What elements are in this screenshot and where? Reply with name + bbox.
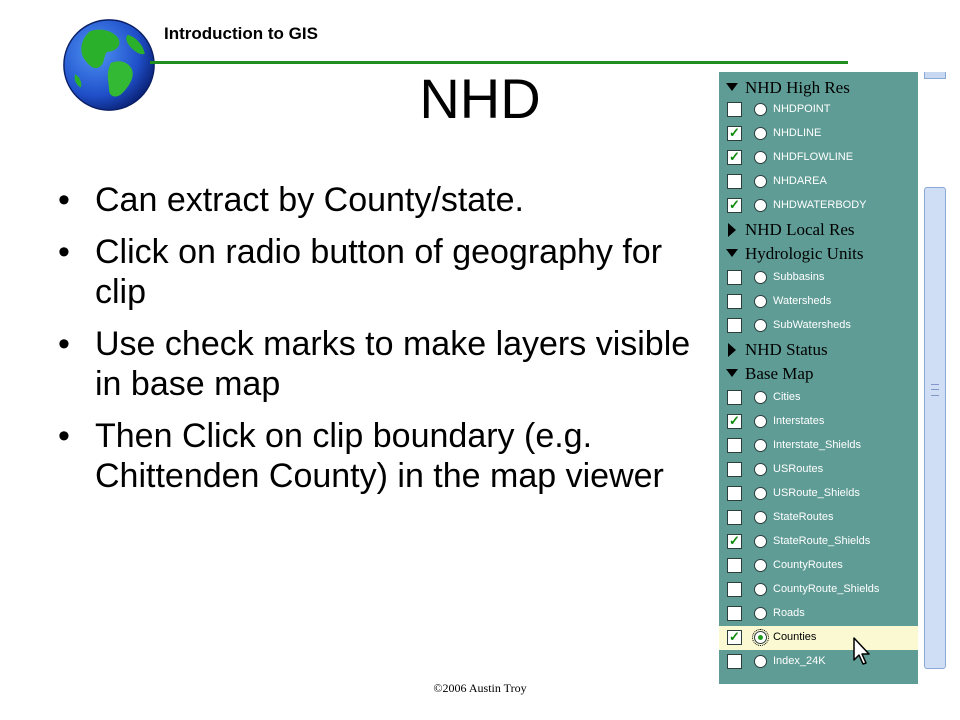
- toc-group-label: NHD Status: [745, 340, 828, 359]
- layer-visibility-checkbox[interactable]: [727, 654, 742, 669]
- toc-layer-label: NHDFLOWLINE: [773, 151, 854, 163]
- layer-toc-panel: [719, 72, 918, 684]
- clip-geography-radio[interactable]: [754, 175, 767, 188]
- toc-layer-label: CountyRoute_Shields: [773, 583, 880, 595]
- toc-layer-label: Index_24K: [773, 655, 826, 667]
- toc-layer-row[interactable]: [719, 554, 918, 578]
- toc-layer-row[interactable]: [719, 386, 918, 410]
- toc-layer-label: NHDPOINT: [773, 103, 831, 115]
- bullet-text: Can extract by County/state.: [95, 181, 524, 219]
- layer-visibility-checkbox[interactable]: [727, 606, 742, 621]
- toc-group-label: Hydrologic Units: [745, 244, 864, 263]
- clip-geography-radio[interactable]: [754, 655, 767, 668]
- bullet-text: Then Click on clip boundary (e.g. Chittenden County) in the map viewer: [95, 417, 664, 495]
- toc-layer-label: Interstate_Shields: [773, 439, 862, 451]
- layer-visibility-checkbox[interactable]: [727, 390, 742, 405]
- clip-geography-radio[interactable]: [754, 487, 767, 500]
- course-title: Introduction to GIS: [164, 24, 318, 43]
- toc-group[interactable]: [719, 242, 918, 266]
- clip-geography-radio[interactable]: [754, 127, 767, 140]
- clip-geography-radio[interactable]: [754, 319, 767, 332]
- collapse-right-triangle-icon[interactable]: [725, 338, 739, 362]
- toc-layer-row[interactable]: [719, 98, 918, 122]
- toc-group[interactable]: [719, 76, 918, 100]
- toc-layer-label: Counties: [773, 631, 817, 643]
- toc-layer-row[interactable]: [719, 290, 918, 314]
- toc-layer-row[interactable]: [719, 410, 918, 434]
- toc-group-label: Base Map: [745, 364, 814, 383]
- bullet-item: [58, 416, 698, 496]
- toc-layer-label: USRoutes: [773, 463, 824, 475]
- bullet-marker: •: [58, 417, 70, 455]
- clip-geography-radio[interactable]: [754, 391, 767, 404]
- clip-geography-radio[interactable]: [754, 631, 767, 644]
- layer-visibility-checkbox[interactable]: [727, 102, 742, 117]
- slide-title: NHD: [419, 67, 541, 130]
- copyright-footer: ©2006 Austin Troy: [433, 681, 527, 695]
- layer-visibility-checkbox[interactable]: [727, 630, 742, 645]
- toc-layer-row[interactable]: [719, 122, 918, 146]
- layer-visibility-checkbox[interactable]: [727, 198, 742, 213]
- toc-layer-label: Roads: [773, 607, 805, 619]
- toc-layer-row[interactable]: [719, 530, 918, 554]
- clip-geography-radio[interactable]: [754, 535, 767, 548]
- toc-group-label: NHD High Res: [745, 78, 850, 97]
- clip-geography-radio[interactable]: [754, 511, 767, 524]
- layer-visibility-checkbox[interactable]: [727, 294, 742, 309]
- layer-visibility-checkbox[interactable]: [727, 150, 742, 165]
- bullet-item: [58, 180, 698, 220]
- layer-visibility-checkbox[interactable]: [727, 318, 742, 333]
- layer-visibility-checkbox[interactable]: [727, 462, 742, 477]
- scrollbar-grip-icon: [931, 384, 939, 396]
- toc-layer-label: Interstates: [773, 415, 825, 427]
- toc-layer-row[interactable]: [719, 482, 918, 506]
- toc-layer-row[interactable]: [719, 266, 918, 290]
- toc-layer-row[interactable]: [719, 434, 918, 458]
- bullet-list: [58, 180, 698, 508]
- layer-visibility-checkbox[interactable]: [727, 582, 742, 597]
- header-divider: [150, 61, 848, 64]
- layer-visibility-checkbox[interactable]: [727, 558, 742, 573]
- bullet-item: [58, 232, 698, 312]
- scrollbar-top-cap[interactable]: [924, 72, 946, 79]
- layer-visibility-checkbox[interactable]: [727, 486, 742, 501]
- globe-logo: [62, 18, 156, 112]
- toc-layer-row[interactable]: [719, 578, 918, 602]
- toc-scrollbar[interactable]: [922, 72, 946, 684]
- bullet-text: Use check marks to make layers visible in base map: [95, 325, 691, 403]
- bullet-marker: •: [58, 233, 70, 271]
- clip-geography-radio[interactable]: [754, 295, 767, 308]
- collapse-right-triangle-icon[interactable]: [725, 218, 739, 242]
- toc-layer-row[interactable]: [719, 602, 918, 626]
- clip-geography-radio[interactable]: [754, 151, 767, 164]
- expand-down-triangle-icon[interactable]: [725, 76, 739, 100]
- clip-geography-radio[interactable]: [754, 559, 767, 572]
- expand-down-triangle-icon[interactable]: [725, 362, 739, 386]
- toc-group-label: NHD Local Res: [745, 220, 855, 239]
- bullet-marker: •: [58, 181, 70, 219]
- bullet-item: [58, 324, 698, 404]
- toc-layer-row[interactable]: [719, 650, 918, 674]
- layer-visibility-checkbox[interactable]: [727, 174, 742, 189]
- toc-layer-label: CountyRoutes: [773, 559, 843, 571]
- clip-geography-radio[interactable]: [754, 103, 767, 116]
- toc-layer-label: NHDWATERBODY: [773, 199, 867, 211]
- toc-layer-label: Watersheds: [773, 295, 832, 307]
- toc-layer-label: StateRoutes: [773, 511, 834, 523]
- clip-geography-radio[interactable]: [754, 607, 767, 620]
- layer-visibility-checkbox[interactable]: [727, 270, 742, 285]
- layer-visibility-checkbox[interactable]: [727, 534, 742, 549]
- toc-layer-label: Subbasins: [773, 271, 825, 283]
- clip-geography-radio[interactable]: [754, 463, 767, 476]
- layer-visibility-checkbox[interactable]: [727, 414, 742, 429]
- scrollbar-thumb[interactable]: [924, 187, 946, 669]
- toc-layer-label: StateRoute_Shields: [773, 535, 871, 547]
- toc-layer-label: NHDAREA: [773, 175, 827, 187]
- clip-geography-radio[interactable]: [754, 583, 767, 596]
- checkmark-icon: ✓: [729, 197, 740, 212]
- bullet-text: Click on radio button of geography for clip: [95, 233, 663, 311]
- expand-down-triangle-icon[interactable]: [725, 242, 739, 266]
- clip-geography-radio[interactable]: [754, 415, 767, 428]
- toc-layer-label: Cities: [773, 391, 801, 403]
- toc-group[interactable]: [719, 338, 918, 362]
- clip-geography-radio[interactable]: [754, 271, 767, 284]
- toc-group[interactable]: [719, 362, 918, 386]
- bullet-marker: •: [58, 325, 70, 363]
- clip-geography-radio[interactable]: [754, 439, 767, 452]
- toc-layer-row[interactable]: [719, 194, 918, 218]
- toc-layer-row[interactable]: [719, 506, 918, 530]
- toc-layer-row[interactable]: [719, 170, 918, 194]
- checkmark-icon: ✓: [729, 413, 740, 428]
- layer-visibility-checkbox[interactable]: [727, 510, 742, 525]
- toc-layer-label: NHDLINE: [773, 127, 822, 139]
- toc-layer-row[interactable]: [719, 146, 918, 170]
- toc-layer-label: USRoute_Shields: [773, 487, 860, 499]
- mouse-pointer-icon: [852, 636, 872, 666]
- layer-visibility-checkbox[interactable]: [727, 126, 742, 141]
- toc-layer-row[interactable]: [719, 458, 918, 482]
- checkmark-icon: ✓: [729, 533, 740, 548]
- checkmark-icon: ✓: [729, 125, 740, 140]
- toc-group[interactable]: [719, 218, 918, 242]
- checkmark-icon: ✓: [729, 149, 740, 164]
- toc-layer-row[interactable]: [719, 314, 918, 338]
- toc-layer-label: SubWatersheds: [773, 319, 851, 331]
- clip-geography-radio[interactable]: [754, 199, 767, 212]
- layer-visibility-checkbox[interactable]: [727, 438, 742, 453]
- checkmark-icon: ✓: [729, 629, 740, 644]
- toc-layer-row[interactable]: [719, 626, 918, 650]
